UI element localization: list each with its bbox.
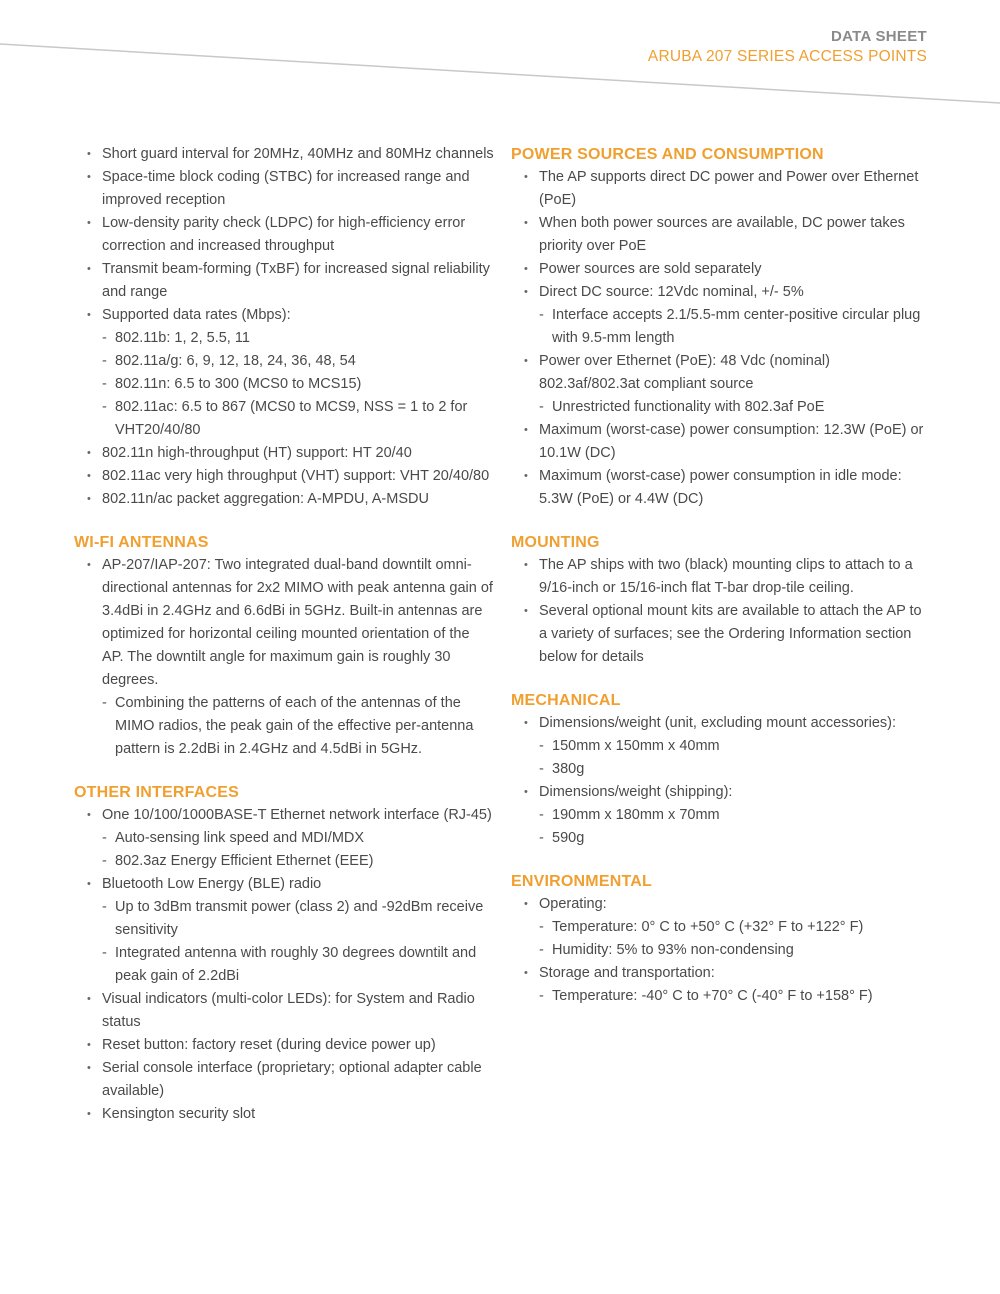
sub-list-item: - 190mm x 180mm x 70mm	[511, 804, 931, 827]
sub-list-item: - Temperature: 0° C to +50° C (+32° F to +122° F)	[511, 916, 931, 939]
doc-type-label: DATA SHEET	[830, 28, 927, 45]
sub-list-item: - 802.11ac: 6.5 to 867 (MCS0 to MCS9, NSS = 1 to 2 for VHT20/40/80	[74, 396, 494, 442]
list-item: • Direct DC source: 12Vdc nominal, +/- 5% - Interface accepts 2.1/5.5-mm center-positive circular plug with 9.5-mm length	[511, 281, 931, 350]
list-item: • Space-time block coding (STBC) for increased range and improved reception	[74, 166, 494, 212]
sub-list-item: - 802.11n: 6.5 to 300 (MCS0 to MCS15)	[74, 373, 494, 396]
interfaces-list	[74, 804, 494, 1126]
list-item: • Power over Ethernet (PoE): 48 Vdc (nominal) 802.3af/802.3at compliant source - Unrestricted functionality with 802.3af PoE	[511, 350, 931, 419]
sub-list-item: - Auto-sensing link speed and MDI/MDX	[74, 827, 494, 850]
list-item: • Several optional mount kits are available to attach the AP to a variety of surfaces; see the Ordering Information section below for details	[511, 600, 931, 669]
power-list	[511, 166, 931, 511]
list-item: • 802.11n/ac packet aggregation: A-MPDU, A-MSDU	[74, 488, 494, 511]
list-item: • Short guard interval for 20MHz, 40MHz and 80MHz channels	[74, 143, 494, 166]
section-title-power: POWER SOURCES AND CONSUMPTION	[511, 146, 824, 163]
antennas-list	[74, 554, 494, 761]
list-item: • Reset button: factory reset (during device power up)	[74, 1034, 494, 1057]
list-item: • Visual indicators (multi-color LEDs): for System and Radio status	[74, 988, 494, 1034]
sub-list-item: - 380g	[511, 758, 931, 781]
sub-list-item: - Humidity: 5% to 93% non-condensing	[511, 939, 931, 962]
right-column	[511, 143, 931, 1008]
section-title-mounting: MOUNTING	[511, 534, 600, 551]
list-item: • Storage and transportation: - Temperature: -40° C to +70° C (-40° F to +158° F)	[511, 962, 931, 1008]
sub-list-item: - 802.11b: 1, 2, 5.5, 11	[74, 327, 494, 350]
sub-list-item: - Interface accepts 2.1/5.5-mm center-positive circular plug with 9.5-mm length	[511, 304, 931, 350]
list-item: • Power sources are sold separately	[511, 258, 931, 281]
left-column	[74, 143, 494, 1126]
section-title-mechanical: MECHANICAL	[511, 692, 621, 709]
list-item: • Transmit beam-forming (TxBF) for increased signal reliability and range	[74, 258, 494, 304]
sub-list-item: - 802.11a/g: 6, 9, 12, 18, 24, 36, 48, 54	[74, 350, 494, 373]
list-item: • Maximum (worst-case) power consumption in idle mode: 5.3W (PoE) or 4.4W (DC)	[511, 465, 931, 511]
sub-list-item: - Unrestricted functionality with 802.3af PoE	[511, 396, 931, 419]
sub-list-item: - Combining the patterns of each of the antennas of the MIMO radios, the peak gain of the effective per-antenna pattern is 2.2dBi in 2.4GHz and 4.5dBi in 5GHz.	[74, 692, 494, 761]
sub-list-item: - Temperature: -40° C to +70° C (-40° F to +158° F)	[511, 985, 931, 1008]
environmental-list	[511, 893, 931, 1008]
data-rates-sublist	[102, 327, 494, 442]
list-item: • Dimensions/weight (shipping): - 190mm x 180mm x 70mm - 590g	[511, 781, 931, 850]
sub-list-item: - Integrated antenna with roughly 30 degrees downtilt and peak gain of 2.2dBi	[74, 942, 494, 988]
list-item: • Operating: - Temperature: 0° C to +50° C (+32° F to +122° F) - Humidity: 5% to 93% non-condensing	[511, 893, 931, 962]
list-item: • One 10/100/1000BASE-T Ethernet network interface (RJ-45) - Auto-sensing link speed and MDI/MDX - 802.3az Energy Efficient Ethernet (EEE)	[74, 804, 494, 873]
list-item: • Serial console interface (proprietary; optional adapter cable available)	[74, 1057, 494, 1103]
doc-subtitle: ARUBA 207 SERIES ACCESS POINTS	[647, 48, 927, 65]
mounting-list	[511, 554, 931, 669]
section-title-antennas: WI-FI ANTENNAS	[74, 534, 209, 551]
list-item: • AP-207/IAP-207: Two integrated dual-band downtilt omni-directional antennas for 2x2 MIMO with peak antenna gain of 3.4dBi in 2.4GHz and 6.6dBi in 5GHz. Built-in antennas are optimized for horizontal ceiling mounted orientation of the AP. The downtilt angle for maximum gain is roughly 30 degrees. - Combining the patterns of each of the antennas of the MIMO radios, the peak gain of the effective per-antenna pattern is 2.2dBi in 2.4GHz and 4.5dBi in 5GHz.	[74, 554, 494, 761]
list-item: • When both power sources are available, DC power takes priority over PoE	[511, 212, 931, 258]
list-item: • Dimensions/weight (unit, excluding mount accessories): - 150mm x 150mm x 40mm - 380g	[511, 712, 931, 781]
radio-features-list	[74, 143, 494, 511]
document-header	[648, 27, 927, 67]
list-item: • Supported data rates (Mbps): - 802.11b: 1, 2, 5.5, 11 - 802.11a/g: 6, 9, 12, 18, 24, 36, 48, 54 - 802.11n: 6.5 to 300 (MCS0 to MCS15) - 802.11ac: 6.5 to 867 (MCS0 to MCS9, NSS = 1 to 2 for VHT20/40/80	[74, 304, 494, 442]
mechanical-list	[511, 712, 931, 850]
list-item: • The AP supports direct DC power and Power over Ethernet (PoE)	[511, 166, 931, 212]
sub-list-item: - 150mm x 150mm x 40mm	[511, 735, 931, 758]
list-item: • Kensington security slot	[74, 1103, 494, 1126]
list-item: • 802.11n high-throughput (HT) support: HT 20/40	[74, 442, 494, 465]
section-title-environmental: ENVIRONMENTAL	[511, 873, 652, 890]
list-item: • Maximum (worst-case) power consumption: 12.3W (PoE) or 10.1W (DC)	[511, 419, 931, 465]
sub-list-item: - 802.3az Energy Efficient Ethernet (EEE)	[74, 850, 494, 873]
list-item: • Bluetooth Low Energy (BLE) radio - Up to 3dBm transmit power (class 2) and -92dBm receive sensitivity - Integrated antenna with roughly 30 degrees downtilt and peak gain of 2.2dBi	[74, 873, 494, 988]
section-title-interfaces: OTHER INTERFACES	[74, 784, 239, 801]
list-item: • 802.11ac very high throughput (VHT) support: VHT 20/40/80	[74, 465, 494, 488]
list-item: • Low-density parity check (LDPC) for high-efficiency error correction and increased throughput	[74, 212, 494, 258]
sub-list-item: - Up to 3dBm transmit power (class 2) and -92dBm receive sensitivity	[74, 896, 494, 942]
sub-list-item: - 590g	[511, 827, 931, 850]
list-item: • The AP ships with two (black) mounting clips to attach to a 9/16-inch or 15/16-inch flat T-bar drop-tile ceiling.	[511, 554, 931, 600]
